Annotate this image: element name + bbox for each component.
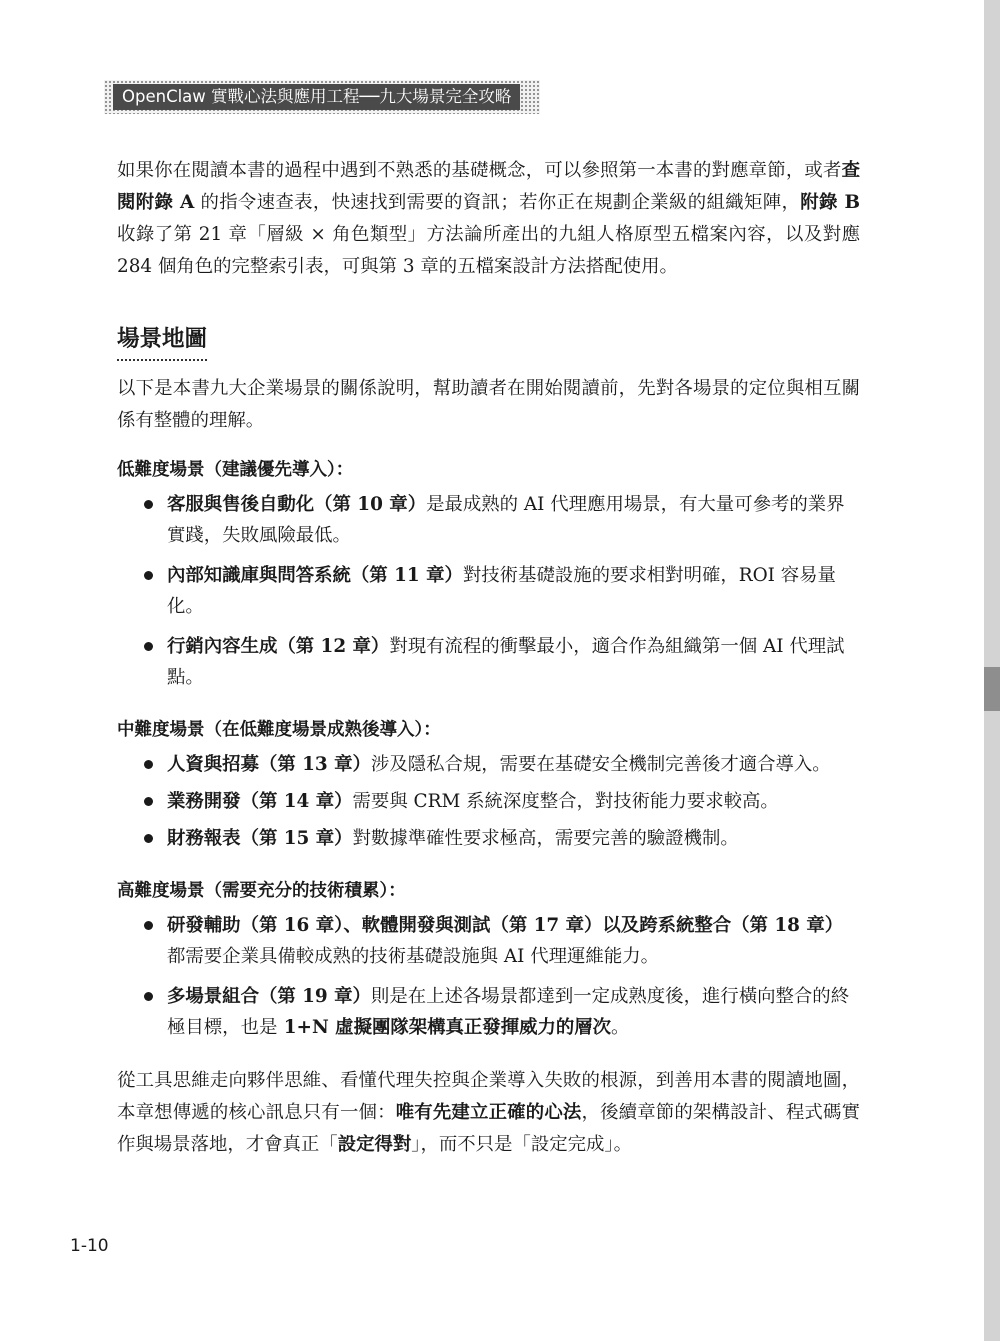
bullet-icon <box>144 571 153 580</box>
list-item <box>117 823 860 854</box>
group-heading-high: 高難度場景（需要充分的技術積累）： <box>117 881 406 901</box>
closing-text: 」，而不只是「設定完成」。 <box>411 1134 632 1155</box>
bullet-icon <box>144 500 153 509</box>
item-text: 是最成熟的 AI 代理應用場景，有大量可參考的業界實踐，失敗風險最低。 <box>167 494 845 546</box>
intro-text: 收錄了第 21 章「層級 × 角色類型」方法論所產出的九組人格原型五檔案內容，以及對應 284 個角色的完整索引表，可與第 3 章的五檔案設計方法搭配使用。 <box>117 224 860 277</box>
item-bold: 人資與招募（第 13 章） <box>167 754 371 775</box>
group-heading-low: 低難度場景（建議優先導入）： <box>117 460 354 480</box>
item-bold: 財務報表（第 15 章） <box>167 828 353 849</box>
item-text: 對現有流程的衝擊最小，適合作為組織第一個 AI 代理試點。 <box>167 636 845 688</box>
item-text: 對數據準確性要求極高，需要完善的驗證機制。 <box>352 828 739 849</box>
bullet-icon <box>144 921 153 930</box>
list-item <box>117 749 860 780</box>
intro-text: 的指令速查表，快速找到需要的資訊；若你正在規劃企業級的組織矩陣， <box>194 192 801 213</box>
running-header-title: OpenClaw 實戰心法與應用工程──九大場景完全攻略 <box>113 84 520 110</box>
item-text: 涉及隱私合規，需要在基礎安全機制完善後才適合導入。 <box>370 754 831 775</box>
item-bold: 多場景組合（第 19 章） <box>167 986 371 1007</box>
bullet-icon <box>144 992 153 1001</box>
item-bold: 客服與售後自動化（第 10 章） <box>167 494 427 515</box>
page-number: 1-10 <box>70 1236 109 1256</box>
item-text: 需要與 CRM 系統深度整合，對技術能力要求較高。 <box>352 791 779 812</box>
item-text: 都需要企業具備較成熟的技術基礎設施與 AI 代理運維能力。 <box>167 946 660 967</box>
item-bold: 行銷內容生成（第 12 章） <box>167 636 390 657</box>
item-bold: 研發輔助（第 16 章）、軟體開發與測試（第 17 章）以及跨系統整合（第 18 章） <box>167 915 844 936</box>
intro-bold: 查閱附錄 A <box>117 160 860 213</box>
list-item <box>117 910 860 972</box>
list-item <box>117 786 860 817</box>
item-text: 則是在上述各場景都達到一定成熟度後，進行橫向整合的終極目標，也是 <box>167 986 850 1038</box>
item-text: 。 <box>611 1017 630 1038</box>
group-list-medium <box>117 749 860 854</box>
section-heading: 場景地圖 <box>117 322 207 361</box>
item-bold: 內部知識庫與問答系統（第 11 章） <box>167 565 463 586</box>
closing-bold: 設定得對 <box>337 1134 412 1155</box>
bullet-icon <box>144 642 153 651</box>
item-bold: 1+N 虛擬團隊架構真正發揮威力的層次 <box>277 1017 612 1038</box>
closing-paragraph <box>117 1065 860 1161</box>
item-text: 對技術基礎設施的要求相對明確，ROI 容易量化。 <box>167 565 836 617</box>
page-body <box>117 155 860 1161</box>
intro-text: 如果你在閱讀本書的過程中遇到不熟悉的基礎概念，可以參照第一本書的對應章節，或者 <box>117 160 842 181</box>
closing-bold: 唯有先建立正確的心法 <box>395 1102 582 1123</box>
list-item <box>117 631 860 693</box>
bullet-icon <box>144 834 153 843</box>
bullet-icon <box>144 797 153 806</box>
intro-bold: 附錄 B <box>800 192 860 213</box>
group-list-low <box>117 489 860 693</box>
chapter-thumb-tab <box>984 667 1000 711</box>
closing-text: 從工具思維走向夥伴思維、看懂代理失控與企業導入失敗的根源，到善用本書的閱讀地圖，本章想傳遞的核心訊息只有一個： <box>117 1070 860 1123</box>
closing-text: ，後續章節的架構設計、程式碼實作與場景落地，才會真正「 <box>117 1102 860 1155</box>
item-bold: 業務開發（第 14 章） <box>167 791 353 812</box>
list-item <box>117 981 860 1043</box>
list-item <box>117 560 860 622</box>
section-lead-paragraph: 以下是本書九大企業場景的關係說明，幫助讀者在開始閱讀前，先對各場景的定位與相互關係有整體的理解。 <box>117 378 860 431</box>
bullet-icon <box>144 760 153 769</box>
group-list-high <box>117 910 860 1043</box>
group-heading-medium: 中難度場景（在低難度場景成熟後導入）： <box>117 720 441 740</box>
list-item <box>117 489 860 551</box>
intro-paragraph <box>117 155 860 283</box>
